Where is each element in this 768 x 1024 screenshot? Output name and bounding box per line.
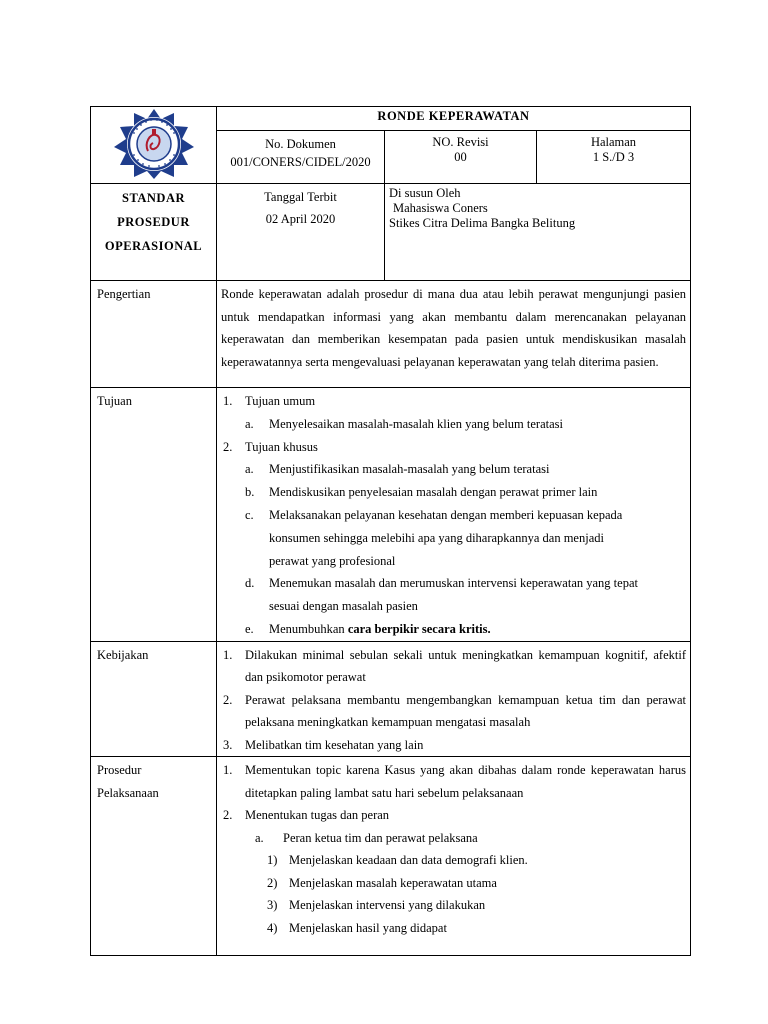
list-number: a. — [255, 830, 264, 845]
sop-label-cell — [91, 184, 217, 281]
tujuan-khusus-e-bold: cara berpikir secara kritis. — [347, 621, 491, 636]
logo-cell — [91, 107, 217, 184]
author-name: Mahasiswa Coners — [393, 201, 488, 215]
sop-label-line1: STANDAR — [122, 191, 185, 205]
list-number: 1. — [223, 763, 233, 778]
prosedur-sub-a-1: Menjelaskan keadaan dan data demografi klien. — [289, 853, 528, 868]
kebijakan-item-1: Dilakukan minimal sebulan sekali untuk meningkatkan kemampuan kognitif, afektif dan psikomotor perawat — [245, 647, 687, 685]
prosedur-label-line1: Prosedur — [97, 763, 142, 778]
prosedur-label — [91, 757, 217, 956]
doc-number-cell — [217, 130, 385, 183]
list-number: 3. — [223, 737, 233, 752]
tujuan-content — [217, 388, 691, 642]
list-item — [221, 504, 686, 572]
list-number: 1. — [223, 394, 233, 408]
list-item — [221, 872, 686, 895]
list-item — [221, 804, 686, 827]
sop-document — [90, 106, 690, 956]
prosedur-sub-a-3: Menjelaskan intervensi yang dilakukan — [289, 898, 486, 913]
list-item — [221, 917, 686, 940]
pengertian-text: Ronde keperawatan adalah prosedur di mana dua atau lebih perawat mengunjungi pasien untuk mendapatkan informasi yang akan membantu dalam merencanakan pelayanan keperawatan dan memberikan kesempatan pada pasien untuk mendiskusikan masalah keperawatannya serta mengevaluasi pelayanan keperawatan yang telah diterima pasien. — [217, 281, 691, 388]
list-item — [221, 458, 686, 481]
list-item — [221, 894, 686, 917]
sop-label-line3: OPERASIONAL — [104, 239, 203, 253]
list-item — [221, 689, 686, 734]
prosedur-item-2: Menentukan tugas dan peran — [245, 808, 390, 823]
page-value: 1 S./D 3 — [592, 149, 635, 164]
tujuan-khusus: Tujuan khusus — [245, 439, 318, 454]
issue-date-label: Tanggal Terbit — [264, 190, 337, 204]
list-number: a. — [245, 416, 254, 431]
document-title: RONDE KEPERAWATAN — [217, 107, 691, 131]
tujuan-label: Tujuan — [91, 388, 217, 642]
tujuan-khusus-c: Melaksanakan pelayanan kesehatan dengan memberi kepuasan kepada konsumen sehingga melebihi apa yang diharapkannya dan menjadi perawat yang profesional — [269, 507, 623, 568]
page-label: Halaman — [590, 134, 637, 149]
list-number: a. — [245, 462, 254, 477]
tujuan-khusus-e: Menumbuhkan — [269, 621, 348, 636]
list-item — [221, 390, 686, 413]
list-item — [221, 827, 686, 850]
list-number: 2. — [223, 808, 233, 823]
doc-number-label: No. Dokumen — [265, 136, 336, 151]
list-item — [221, 759, 686, 804]
author-cell — [385, 184, 691, 281]
list-number: 2. — [223, 439, 233, 454]
list-item — [221, 644, 686, 689]
list-item — [221, 734, 686, 757]
list-item — [221, 413, 686, 436]
prosedur-sub-a-4: Menjelaskan hasil yang didapat — [289, 920, 447, 935]
list-item — [221, 436, 686, 459]
issue-date-cell — [217, 184, 385, 281]
pengertian-label: Pengertian — [91, 281, 217, 388]
institution-logo-icon — [98, 107, 210, 179]
list-number: 4) — [267, 920, 278, 935]
revision-cell — [385, 130, 537, 183]
kebijakan-item-2: Perawat pelaksana membantu mengembangkan kemampuan ketua tim dan perawat pelaksana meningkatkan kemampuan mengatasi masalah — [245, 692, 687, 730]
list-number: 2. — [223, 692, 233, 707]
tujuan-khusus-b: Mendiskusikan penyelesaian masalah dengan perawat primer lain — [269, 485, 598, 500]
list-number: 1) — [267, 853, 278, 868]
prosedur-item-1: Mementukan topic karena Kasus yang akan dibahas dalam ronde keperawatan harus ditetapkan paling lambat satu hari sebelum pelaksanaan — [245, 763, 687, 800]
kebijakan-content — [217, 641, 691, 757]
list-item — [221, 481, 686, 504]
tujuan-khusus-a: Menjustifikasikan masalah-masalah yang belum teratasi — [269, 462, 550, 477]
list-number: d. — [245, 576, 255, 591]
sop-label-line2: PROSEDUR — [117, 215, 190, 229]
list-number: e. — [245, 621, 254, 636]
prosedur-content — [217, 757, 691, 956]
prosedur-label-line2: Pelaksanaan — [97, 786, 159, 801]
author-label: Di susun Oleh — [389, 186, 461, 200]
tujuan-khusus-d: Menemukan masalah dan merumuskan intervensi keperawatan yang tepat sesuai dengan masalah pasien — [269, 576, 638, 614]
page-cell — [537, 130, 691, 183]
doc-number-value: 001/CONERS/CIDEL/2020 — [230, 154, 371, 169]
author-institution: Stikes Citra Delima Bangka Belitung — [389, 216, 576, 230]
list-number: 3) — [267, 898, 278, 913]
list-number: c. — [245, 507, 254, 522]
tujuan-umum-a: Menyelesaikan masalah-masalah klien yang belum teratasi — [269, 416, 563, 431]
revision-value: 00 — [454, 149, 467, 164]
list-number: 2) — [267, 875, 278, 890]
list-number: b. — [245, 485, 255, 500]
issue-date-value: 02 April 2020 — [265, 212, 336, 226]
list-item — [221, 618, 686, 641]
prosedur-sub-a: Peran ketua tim dan perawat pelaksana — [283, 830, 478, 845]
sop-table — [90, 106, 691, 956]
list-item — [221, 572, 686, 618]
kebijakan-item-3: Melibatkan tim kesehatan yang lain — [245, 737, 424, 752]
kebijakan-label: Kebijakan — [91, 641, 217, 757]
revision-label: NO. Revisi — [432, 134, 489, 149]
list-number: 1. — [223, 647, 233, 662]
prosedur-sub-a-2: Menjelaskan masalah keperawatan utama — [289, 875, 497, 890]
list-item — [221, 849, 686, 872]
tujuan-umum: Tujuan umum — [245, 394, 316, 408]
